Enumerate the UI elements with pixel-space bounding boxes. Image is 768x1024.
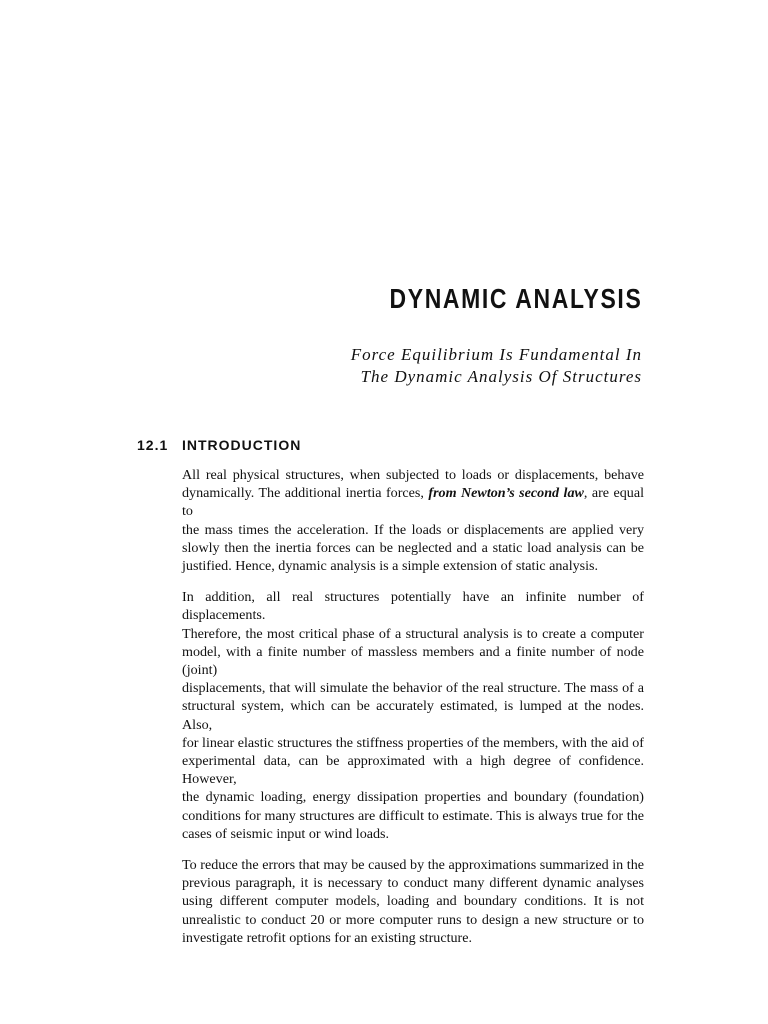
section-number: 12.1 (137, 437, 169, 453)
paragraph-line: dynamically. The additional inertia forces, from Newton’s second law, are equal to (182, 485, 645, 520)
paragraph-line: model, with a finite number of massless members and a finite number of node (joint) (182, 643, 644, 679)
paragraph-line: using different computer models, loading and boundary conditions. It is not (182, 893, 644, 910)
paragraph-line: displacements, that will simulate the behavior of the real structure. The mass of a (182, 680, 644, 697)
paragraph-line: structural system, which can be accurately estimated, is lumped at the nodes. Also, (182, 698, 644, 733)
paragraph-line: In addition, all real structures potentially have an infinite number of displacements. (182, 589, 644, 624)
paragraph-line: unrealistic to conduct 20 or more computer runs to design a new structure or to (182, 911, 644, 928)
paragraph-line: justified. Hence, dynamic analysis is a simple extension of static analysis. (182, 558, 599, 575)
paragraph-line: the mass times the acceleration. If the loads or displacements are applied very (182, 521, 644, 538)
paragraph-line: Therefore, the most critical phase of a structural analysis is to create a computer (182, 625, 644, 642)
paragraph-line: experimental data, can be approximated with a high degree of confidence. However, (182, 753, 644, 788)
paragraph-line: To reduce the errors that may be caused by the approximations summarized in the (182, 857, 644, 874)
body-paragraph (182, 856, 644, 947)
paragraph-line: investigate retrofit options for an existing structure. (182, 929, 473, 946)
section-heading (137, 436, 301, 454)
paragraph-line: cases of seismic input or wind loads. (182, 825, 390, 842)
body-paragraph (182, 466, 644, 575)
paragraph-line: for linear elastic structures the stiffness properties of the members, with the aid of (182, 734, 644, 751)
section-title: INTRODUCTION (182, 437, 302, 453)
paragraph-line: conditions for many structures are difficult to estimate. This is always true for the (182, 807, 644, 824)
epigraph-line: The Dynamic Analysis Of Structures (360, 367, 642, 386)
chapter-title: DYNAMIC ANALYSIS (389, 283, 642, 314)
chapter-epigraph (351, 344, 642, 388)
epigraph-line: Force Equilibrium Is Fundamental In (350, 345, 642, 364)
paragraph-line: previous paragraph, it is necessary to conduct many different dynamic analyses (182, 875, 644, 892)
paragraph-line: the dynamic loading, energy dissipation properties and boundary (foundation) (182, 789, 644, 806)
emphasized-phrase: from Newton’s second law (428, 485, 584, 502)
body-text (182, 466, 644, 960)
body-paragraph (182, 588, 644, 843)
paragraph-line: All real physical structures, when subjected to loads or displacements, behave (182, 467, 644, 483)
paragraph-line: slowly then the inertia forces can be neglected and a static load analysis can be (182, 539, 644, 556)
